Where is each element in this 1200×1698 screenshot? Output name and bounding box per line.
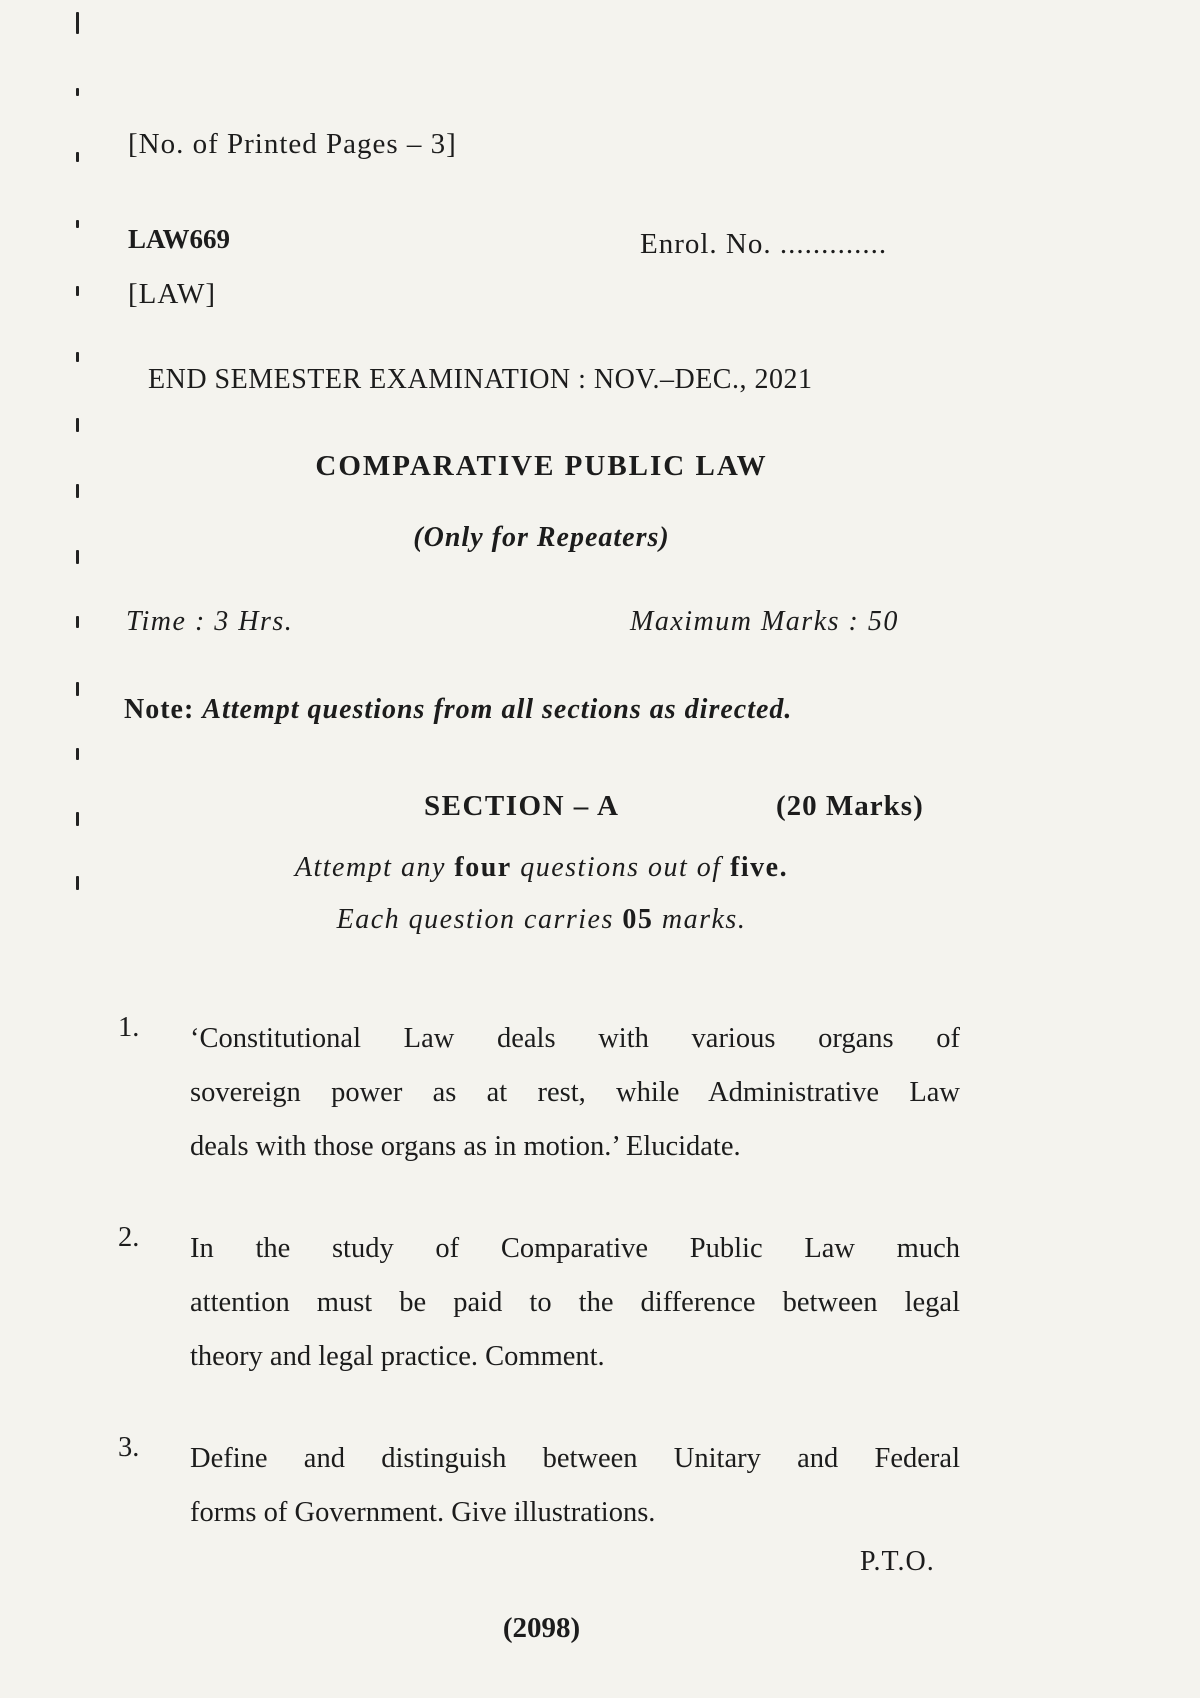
binding-mark	[76, 88, 79, 96]
binding-mark	[76, 286, 79, 296]
binding-mark	[76, 220, 79, 228]
binding-mark	[76, 352, 79, 362]
binding-mark	[76, 748, 79, 760]
course-title: COMPARATIVE PUBLIC LAW	[315, 450, 768, 482]
instruction-text: Attempt any	[294, 852, 446, 883]
note-text: Attempt questions from all sections as directed.	[202, 694, 793, 725]
exam-time: Time : 3 Hrs.	[126, 606, 294, 637]
exam-title: END SEMESTER EXAMINATION : NOV.–DEC., 2021	[148, 364, 813, 395]
instruction-text: Each question carries	[336, 904, 614, 935]
course-code: LAW669	[128, 224, 231, 254]
question-line: ‘Constitutional Law deals with various organs of	[190, 1023, 960, 1054]
binding-mark	[76, 418, 79, 432]
instruction-bold: 05	[622, 904, 654, 935]
enrol-number-field: Enrol. No. .............	[640, 228, 888, 260]
section-title: SECTION – A	[424, 790, 620, 822]
question-line: theory and legal practice. Comment.	[190, 1341, 605, 1372]
question-line: forms of Government. Give illustrations.	[190, 1497, 656, 1528]
binding-mark	[76, 12, 79, 34]
binding-mark	[76, 484, 79, 498]
instruction-bold: four	[454, 852, 512, 883]
page-code: (2098)	[502, 1612, 581, 1644]
question-line: sovereign power as at rest, while Administrative Law	[190, 1077, 960, 1108]
question-number: 3.	[118, 1432, 140, 1463]
binding-mark	[76, 152, 79, 162]
instruction-text: questions out of	[520, 852, 722, 883]
question-line: Define and distinguish between Unitary and Federal	[190, 1443, 960, 1474]
instruction-bold: five.	[730, 852, 789, 883]
question-text	[190, 1432, 960, 1540]
question-text	[190, 1222, 960, 1384]
section-instruction	[0, 904, 1083, 936]
section-instruction	[0, 852, 1083, 884]
printed-pages-count: [No. of Printed Pages – 3]	[128, 128, 457, 160]
question-number: 1.	[118, 1012, 140, 1043]
question-line: attention must be paid to the difference between legal	[190, 1287, 960, 1318]
note-label: Note:	[124, 694, 195, 725]
question-line: deals with those organs as in motion.’ Elucidate.	[190, 1131, 741, 1162]
instruction-text: marks.	[661, 904, 747, 935]
question-line: In the study of Comparative Public Law much	[190, 1233, 960, 1264]
binding-mark	[76, 616, 79, 628]
binding-mark	[76, 812, 79, 826]
section-marks: (20 Marks)	[776, 790, 924, 822]
note	[124, 694, 792, 726]
repeaters-note: (Only for Repeaters)	[413, 522, 670, 553]
please-turn-over: P.T.O.	[860, 1546, 935, 1577]
subject-code: [LAW]	[128, 278, 217, 310]
question-number: 2.	[118, 1222, 140, 1253]
maximum-marks: Maximum Marks : 50	[630, 606, 899, 637]
question-text	[190, 1012, 960, 1174]
binding-mark	[76, 682, 79, 696]
